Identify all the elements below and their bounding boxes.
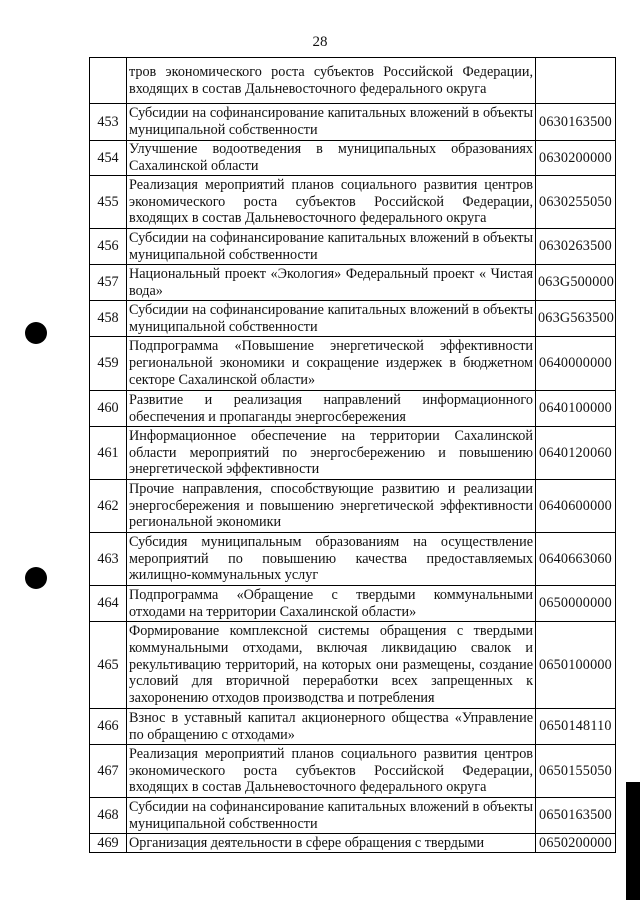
row-description: тров экономического роста субъектов Российской Федерации, входящих в состав Дальневосточного федерального округа: [127, 58, 536, 104]
row-number: 463: [90, 533, 127, 586]
row-description: Прочие направления, способствующие развитию и реализации энергосбережения и повышению энергетической эффективности региональной экономики: [127, 480, 536, 533]
row-description: Реализация мероприятий планов социального развития центров экономического роста субъектов Российской Федерации, входящих в состав Дальневосточного федерального округа: [127, 745, 536, 798]
table-row: [90, 104, 616, 141]
table-row: [90, 337, 616, 391]
row-number: 460: [90, 391, 127, 427]
row-code: 063G500000: [536, 265, 616, 301]
row-number: 456: [90, 229, 127, 265]
row-description: Субсидии на софинансирование капитальных вложений в объекты муниципальной собственности: [127, 798, 536, 834]
row-description: Национальный проект «Экология» Федеральный проект « Чистая вода»: [127, 265, 536, 301]
row-code: 0630200000: [536, 141, 616, 176]
row-number: [90, 58, 127, 104]
row-code: 0640100000: [536, 391, 616, 427]
row-number: 455: [90, 176, 127, 229]
row-description: Развитие и реализация направлений информационного обеспечения и пропаганды энергосбережения: [127, 391, 536, 427]
row-code: 0630163500: [536, 104, 616, 141]
row-number: 461: [90, 427, 127, 480]
row-number: 467: [90, 745, 127, 798]
row-number: 459: [90, 337, 127, 391]
table-row: [90, 427, 616, 480]
row-number: 469: [90, 834, 127, 853]
row-number: 454: [90, 141, 127, 176]
row-number: 464: [90, 586, 127, 622]
table-row: [90, 301, 616, 337]
row-number: 453: [90, 104, 127, 141]
table-row: [90, 480, 616, 533]
row-code: 0650100000: [536, 622, 616, 709]
table-row: [90, 834, 616, 853]
row-code: 0650200000: [536, 834, 616, 853]
row-description: Субсидии на софинансирование капитальных вложений в объекты муниципальной собственности: [127, 229, 536, 265]
row-code: 0640663060: [536, 533, 616, 586]
row-description: Субсидии на софинансирование капитальных вложений в объекты муниципальной собственности: [127, 104, 536, 141]
row-code: 0650148110: [536, 709, 616, 745]
punch-hole: [25, 567, 47, 589]
row-code: 063G563500: [536, 301, 616, 337]
row-number: 465: [90, 622, 127, 709]
row-number: 466: [90, 709, 127, 745]
row-description: Реализация мероприятий планов социального развития центров экономического роста субъектов Российской Федерации, входящих в состав Дальневосточного федерального округа: [127, 176, 536, 229]
scan-edge-mark: [626, 782, 640, 900]
row-description: Подпрограмма «Повышение энергетической эффективности региональной экономики и сокращение издержек в бюджетном секторе Сахалинской области»: [127, 337, 536, 391]
row-code: [536, 58, 616, 104]
row-number: 462: [90, 480, 127, 533]
row-code: 0630255050: [536, 176, 616, 229]
row-code: 0640120060: [536, 427, 616, 480]
row-code: 0640000000: [536, 337, 616, 391]
row-code: 0630263500: [536, 229, 616, 265]
table-row: [90, 622, 616, 709]
row-number: 458: [90, 301, 127, 337]
table-row: [90, 229, 616, 265]
table-row: [90, 141, 616, 176]
row-description: Информационное обеспечение на территории Сахалинской области мероприятий по энергосбережению и повышению энергетической эффективности: [127, 427, 536, 480]
row-description: Подпрограмма «Обращение с твердыми коммунальными отходами на территории Сахалинской области»: [127, 586, 536, 622]
row-description: Улучшение водоотведения в муниципальных образованиях Сахалинской области: [127, 141, 536, 176]
punch-hole: [25, 322, 47, 344]
row-description: Взнос в уставный капитал акционерного общества «Управление по обращению с отходами»: [127, 709, 536, 745]
page-number: 28: [312, 34, 328, 50]
row-code: 0650163500: [536, 798, 616, 834]
table-row: [90, 176, 616, 229]
table-row: [90, 798, 616, 834]
budget-classification-table: [89, 57, 616, 853]
row-number: 468: [90, 798, 127, 834]
row-description: Субсидия муниципальным образованиям на осуществление мероприятий по повышению качества предоставляемых жилищно-коммунальных услуг: [127, 533, 536, 586]
table-row: [90, 265, 616, 301]
table-row: [90, 58, 616, 104]
table-row: [90, 391, 616, 427]
table-row: [90, 533, 616, 586]
row-description: Формирование комплексной системы обращения с твердыми коммунальными отходами, включая ликвидацию свалок и рекультивацию территорий, на которых они размещены, создание условий для вторичной переработки всех запрещенных к захоронению отходов производства и потребления: [127, 622, 536, 709]
table-row: [90, 745, 616, 798]
row-code: 0640600000: [536, 480, 616, 533]
row-number: 457: [90, 265, 127, 301]
row-description: Организация деятельности в сфере обращения с твердыми: [127, 834, 536, 853]
row-code: 0650155050: [536, 745, 616, 798]
row-code: 0650000000: [536, 586, 616, 622]
table-row: [90, 709, 616, 745]
row-description: Субсидии на софинансирование капитальных вложений в объекты муниципальной собственности: [127, 301, 536, 337]
table-row: [90, 586, 616, 622]
